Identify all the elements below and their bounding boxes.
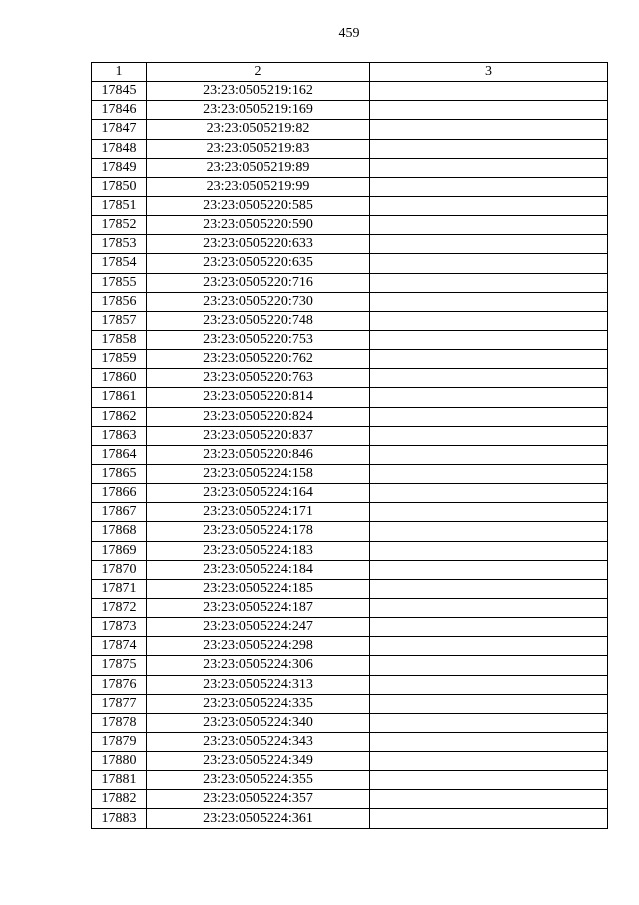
table-body xyxy=(92,82,608,828)
row-number-cell: 17875 xyxy=(92,656,147,675)
cadastral-number-cell: 23:23:0505224:185 xyxy=(147,579,370,598)
cadastral-number-cell: 23:23:0505224:164 xyxy=(147,484,370,503)
notes-cell xyxy=(370,618,608,637)
table-row xyxy=(92,369,608,388)
table-row xyxy=(92,120,608,139)
row-number-cell: 17862 xyxy=(92,407,147,426)
notes-cell xyxy=(370,732,608,751)
table-row xyxy=(92,426,608,445)
column-header-3: 3 xyxy=(370,63,608,82)
row-number-cell: 17854 xyxy=(92,254,147,273)
table-row xyxy=(92,82,608,101)
notes-cell xyxy=(370,522,608,541)
notes-cell xyxy=(370,158,608,177)
table-row xyxy=(92,216,608,235)
cadastral-number-cell: 23:23:0505220:748 xyxy=(147,311,370,330)
cadastral-number-cell: 23:23:0505224:313 xyxy=(147,675,370,694)
cadastral-number-cell: 23:23:0505220:837 xyxy=(147,426,370,445)
cadastral-number-cell: 23:23:0505224:361 xyxy=(147,809,370,828)
cadastral-table xyxy=(91,62,608,829)
notes-cell xyxy=(370,560,608,579)
row-number-cell: 17881 xyxy=(92,771,147,790)
table-row xyxy=(92,445,608,464)
row-number-cell: 17861 xyxy=(92,388,147,407)
cadastral-number-cell: 23:23:0505224:178 xyxy=(147,522,370,541)
table-row xyxy=(92,771,608,790)
cadastral-number-cell: 23:23:0505224:171 xyxy=(147,503,370,522)
table-header-row xyxy=(92,63,608,82)
cadastral-number-cell: 23:23:0505224:187 xyxy=(147,598,370,617)
table-row xyxy=(92,790,608,809)
cadastral-number-cell: 23:23:0505224:247 xyxy=(147,618,370,637)
cadastral-number-cell: 23:23:0505220:730 xyxy=(147,292,370,311)
notes-cell xyxy=(370,330,608,349)
notes-cell xyxy=(370,656,608,675)
notes-cell xyxy=(370,579,608,598)
row-number-cell: 17873 xyxy=(92,618,147,637)
table-row xyxy=(92,675,608,694)
column-header-1: 1 xyxy=(92,63,147,82)
cadastral-number-cell: 23:23:0505224:335 xyxy=(147,694,370,713)
cadastral-number-cell: 23:23:0505220:635 xyxy=(147,254,370,273)
cadastral-number-cell: 23:23:0505224:355 xyxy=(147,771,370,790)
notes-cell xyxy=(370,809,608,828)
notes-cell xyxy=(370,503,608,522)
notes-cell xyxy=(370,82,608,101)
table-row xyxy=(92,311,608,330)
row-number-cell: 17882 xyxy=(92,790,147,809)
notes-cell xyxy=(370,445,608,464)
table-row xyxy=(92,464,608,483)
notes-cell xyxy=(370,771,608,790)
row-number-cell: 17851 xyxy=(92,196,147,215)
row-number-cell: 17848 xyxy=(92,139,147,158)
notes-cell xyxy=(370,407,608,426)
cadastral-number-cell: 23:23:0505220:633 xyxy=(147,235,370,254)
table-row xyxy=(92,235,608,254)
cadastral-number-cell: 23:23:0505220:585 xyxy=(147,196,370,215)
cadastral-number-cell: 23:23:0505224:306 xyxy=(147,656,370,675)
table-row xyxy=(92,350,608,369)
table-row xyxy=(92,196,608,215)
row-number-cell: 17870 xyxy=(92,560,147,579)
cadastral-number-cell: 23:23:0505224:340 xyxy=(147,713,370,732)
cadastral-number-cell: 23:23:0505219:169 xyxy=(147,101,370,120)
table-row xyxy=(92,618,608,637)
table-row xyxy=(92,139,608,158)
row-number-cell: 17876 xyxy=(92,675,147,694)
row-number-cell: 17849 xyxy=(92,158,147,177)
table-row xyxy=(92,330,608,349)
cadastral-number-cell: 23:23:0505224:184 xyxy=(147,560,370,579)
cadastral-number-cell: 23:23:0505219:162 xyxy=(147,82,370,101)
row-number-cell: 17867 xyxy=(92,503,147,522)
table-row xyxy=(92,732,608,751)
table-row xyxy=(92,388,608,407)
row-number-cell: 17845 xyxy=(92,82,147,101)
table-row xyxy=(92,254,608,273)
row-number-cell: 17850 xyxy=(92,177,147,196)
cadastral-number-cell: 23:23:0505220:762 xyxy=(147,350,370,369)
notes-cell xyxy=(370,713,608,732)
row-number-cell: 17865 xyxy=(92,464,147,483)
row-number-cell: 17880 xyxy=(92,752,147,771)
table-row xyxy=(92,752,608,771)
row-number-cell: 17872 xyxy=(92,598,147,617)
cadastral-number-cell: 23:23:0505219:99 xyxy=(147,177,370,196)
table-row xyxy=(92,598,608,617)
table-row xyxy=(92,177,608,196)
notes-cell xyxy=(370,350,608,369)
table-row xyxy=(92,101,608,120)
table-row xyxy=(92,656,608,675)
notes-cell xyxy=(370,273,608,292)
notes-cell xyxy=(370,196,608,215)
cadastral-number-cell: 23:23:0505220:753 xyxy=(147,330,370,349)
notes-cell xyxy=(370,120,608,139)
notes-cell xyxy=(370,235,608,254)
table-row xyxy=(92,694,608,713)
table-row xyxy=(92,713,608,732)
row-number-cell: 17847 xyxy=(92,120,147,139)
table-row xyxy=(92,809,608,828)
notes-cell xyxy=(370,598,608,617)
cadastral-number-cell: 23:23:0505220:846 xyxy=(147,445,370,464)
row-number-cell: 17846 xyxy=(92,101,147,120)
cadastral-number-cell: 23:23:0505224:357 xyxy=(147,790,370,809)
cadastral-number-cell: 23:23:0505224:158 xyxy=(147,464,370,483)
notes-cell xyxy=(370,177,608,196)
notes-cell xyxy=(370,752,608,771)
row-number-cell: 17879 xyxy=(92,732,147,751)
notes-cell xyxy=(370,216,608,235)
notes-cell xyxy=(370,790,608,809)
row-number-cell: 17852 xyxy=(92,216,147,235)
cadastral-number-cell: 23:23:0505219:89 xyxy=(147,158,370,177)
cadastral-number-cell: 23:23:0505220:824 xyxy=(147,407,370,426)
cadastral-number-cell: 23:23:0505219:82 xyxy=(147,120,370,139)
cadastral-number-cell: 23:23:0505220:716 xyxy=(147,273,370,292)
row-number-cell: 17858 xyxy=(92,330,147,349)
notes-cell xyxy=(370,484,608,503)
notes-cell xyxy=(370,388,608,407)
row-number-cell: 17853 xyxy=(92,235,147,254)
notes-cell xyxy=(370,292,608,311)
notes-cell xyxy=(370,254,608,273)
table-row xyxy=(92,637,608,656)
row-number-cell: 17869 xyxy=(92,541,147,560)
cadastral-number-cell: 23:23:0505220:763 xyxy=(147,369,370,388)
notes-cell xyxy=(370,464,608,483)
row-number-cell: 17874 xyxy=(92,637,147,656)
table-row xyxy=(92,503,608,522)
notes-cell xyxy=(370,369,608,388)
notes-cell xyxy=(370,101,608,120)
table-row xyxy=(92,407,608,426)
column-header-2: 2 xyxy=(147,63,370,82)
cadastral-number-cell: 23:23:0505219:83 xyxy=(147,139,370,158)
table-row xyxy=(92,484,608,503)
row-number-cell: 17864 xyxy=(92,445,147,464)
row-number-cell: 17863 xyxy=(92,426,147,445)
row-number-cell: 17866 xyxy=(92,484,147,503)
notes-cell xyxy=(370,675,608,694)
row-number-cell: 17855 xyxy=(92,273,147,292)
cadastral-number-cell: 23:23:0505220:814 xyxy=(147,388,370,407)
row-number-cell: 17857 xyxy=(92,311,147,330)
cadastral-number-cell: 23:23:0505220:590 xyxy=(147,216,370,235)
page-number: 459 xyxy=(338,26,360,41)
notes-cell xyxy=(370,541,608,560)
row-number-cell: 17859 xyxy=(92,350,147,369)
table-row xyxy=(92,579,608,598)
cadastral-number-cell: 23:23:0505224:349 xyxy=(147,752,370,771)
table-row xyxy=(92,541,608,560)
row-number-cell: 17877 xyxy=(92,694,147,713)
table-row xyxy=(92,522,608,541)
row-number-cell: 17883 xyxy=(92,809,147,828)
table-row xyxy=(92,158,608,177)
cadastral-number-cell: 23:23:0505224:183 xyxy=(147,541,370,560)
row-number-cell: 17871 xyxy=(92,579,147,598)
notes-cell xyxy=(370,637,608,656)
notes-cell xyxy=(370,694,608,713)
notes-cell xyxy=(370,311,608,330)
row-number-cell: 17856 xyxy=(92,292,147,311)
table-row xyxy=(92,560,608,579)
row-number-cell: 17868 xyxy=(92,522,147,541)
cadastral-number-cell: 23:23:0505224:343 xyxy=(147,732,370,751)
table-row xyxy=(92,292,608,311)
notes-cell xyxy=(370,139,608,158)
table-row xyxy=(92,273,608,292)
notes-cell xyxy=(370,426,608,445)
row-number-cell: 17878 xyxy=(92,713,147,732)
cadastral-number-cell: 23:23:0505224:298 xyxy=(147,637,370,656)
row-number-cell: 17860 xyxy=(92,369,147,388)
